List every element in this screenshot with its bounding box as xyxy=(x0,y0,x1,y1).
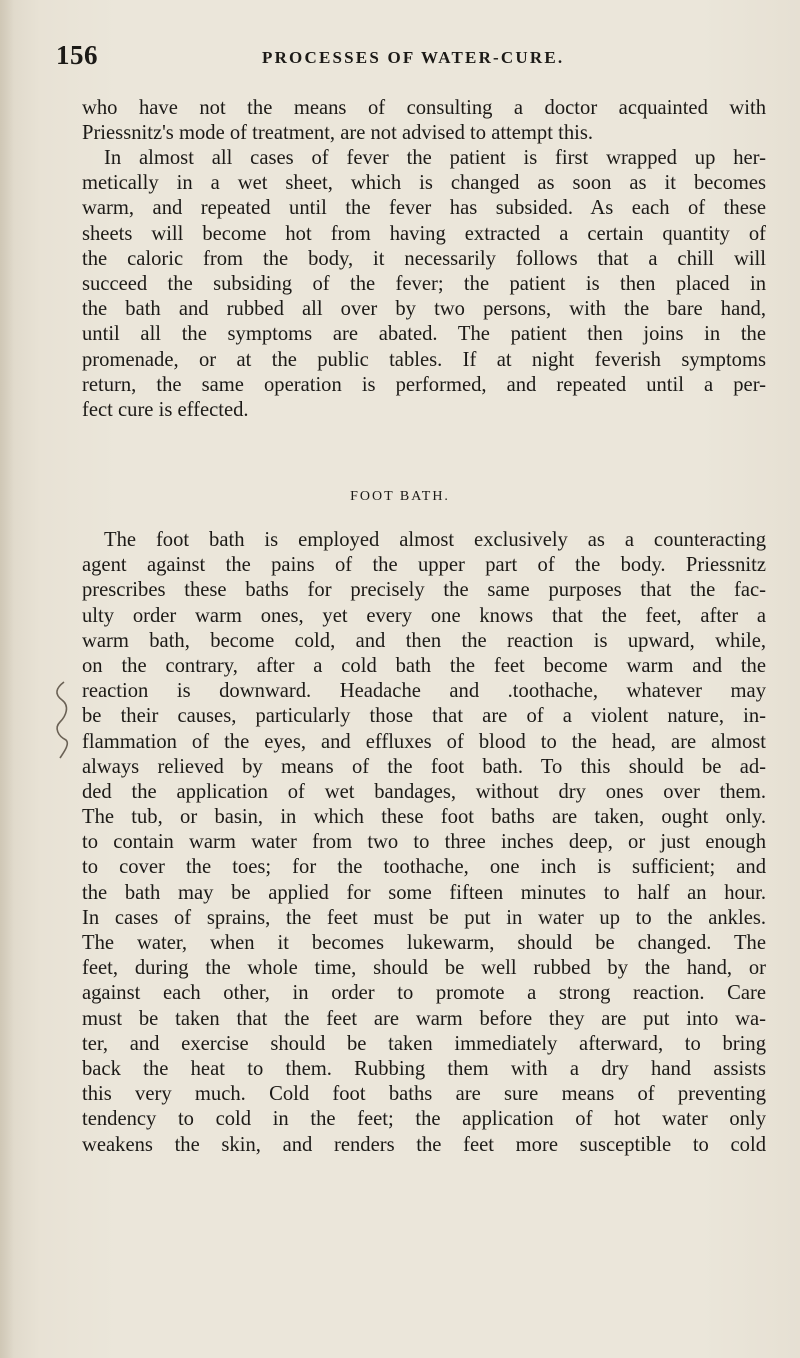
page-gutter-shadow xyxy=(0,0,14,1358)
text-line: until all the symptoms are abated. The patient then joins in the xyxy=(82,323,766,346)
text-line: be their causes, particularly those that are of a violent nature, in- xyxy=(82,705,766,728)
text-line: the caloric from the body, it necessarily follows that a chill will xyxy=(82,247,766,270)
page-number: 156 xyxy=(56,40,98,70)
text-line: metically in a wet sheet, which is changed as soon as it becomes xyxy=(82,172,766,195)
text-line: In almost all cases of fever the patient is first wrapped up her- xyxy=(104,147,766,169)
text-line: succeed the subsiding of the fever; the patient is then placed in xyxy=(82,272,766,295)
text-line: ulty order warm ones, yet every one knows that the feet, after a xyxy=(82,604,766,627)
text-line: warm, and repeated until the fever has subsided. As each of these xyxy=(82,197,766,220)
text-line: the bath and rubbed all over by two persons, with the bare hand, xyxy=(82,298,766,321)
text-line: return, the same operation is performed, and repeated until a per- xyxy=(82,373,766,396)
text-line: this very much. Cold foot baths are sure means of preventing xyxy=(82,1083,766,1106)
text-line: reaction is downward. Headache and .toothache, whatever may xyxy=(82,680,766,703)
text-line: flammation of the eyes, and effluxes of blood to the head, are almost xyxy=(82,730,766,753)
text-line: against each other, in order to promote a strong reaction. Care xyxy=(82,982,766,1005)
text-line: always relieved by means of the foot bath. To this should be ad- xyxy=(82,755,766,778)
text-line: to cover the toes; for the toothache, one inch is sufficient; and xyxy=(82,856,766,879)
text-line: the bath may be applied for some fifteen minutes to half an hour. xyxy=(82,881,766,904)
text-line: The foot bath is employed almost exclusively as a counteracting xyxy=(104,529,766,551)
section-heading: FOOT BATH. xyxy=(350,489,450,504)
text-line: Priessnitz's mode of treatment, are not advised to attempt this. xyxy=(82,122,594,145)
running-head: PROCESSES OF WATER-CURE. xyxy=(262,48,565,67)
text-line: fect cure is effected. xyxy=(82,398,249,421)
paragraph-3 xyxy=(82,528,766,1158)
text-line: ded the application of wet bandages, without dry ones over them. xyxy=(82,780,766,803)
text-line: on the contrary, after a cold bath the feet become warm and the xyxy=(82,654,766,677)
text-line: to contain warm water from two to three inches deep, or just enough xyxy=(82,831,766,854)
text-line: back the heat to them. Rubbing them with a dry hand assists xyxy=(82,1057,766,1080)
page-header xyxy=(56,40,756,74)
text-line: must be taken that the feet are warm before they are put into wa- xyxy=(82,1007,766,1030)
text-line: tendency to cold in the feet; the application of hot water only xyxy=(82,1108,766,1131)
text-line: feet, during the whole time, should be well rubbed by the hand, or xyxy=(82,957,766,980)
text-line: weakens the skin, and renders the feet more susceptible to cold xyxy=(82,1133,766,1156)
text-line: warm bath, become cold, and then the reaction is upward, while, xyxy=(82,629,766,652)
text-line: sheets will become hot from having extracted a certain quantity of xyxy=(82,222,766,245)
text-line: ter, and exercise should be taken immediately afterward, to bring xyxy=(82,1032,766,1055)
text-line: prescribes these baths for precisely the same purposes that the fac- xyxy=(82,579,766,602)
paragraph-1 xyxy=(82,96,766,146)
text-line: The water, when it becomes lukewarm, should be changed. The xyxy=(82,932,766,954)
text-line: promenade, or at the public tables. If at night feverish symptoms xyxy=(82,348,766,371)
text-line: In cases of sprains, the feet must be put in water up to the ankles. xyxy=(82,906,766,929)
pencil-margin-mark xyxy=(46,676,76,796)
text-line: who have not the means of consulting a doctor acquainted with xyxy=(82,97,766,119)
text-line: agent against the pains of the upper part of the body. Priessnitz xyxy=(82,554,766,577)
text-line: The tub, or basin, in which these foot baths are taken, ought only. xyxy=(82,806,766,829)
paragraph-2 xyxy=(82,146,766,423)
